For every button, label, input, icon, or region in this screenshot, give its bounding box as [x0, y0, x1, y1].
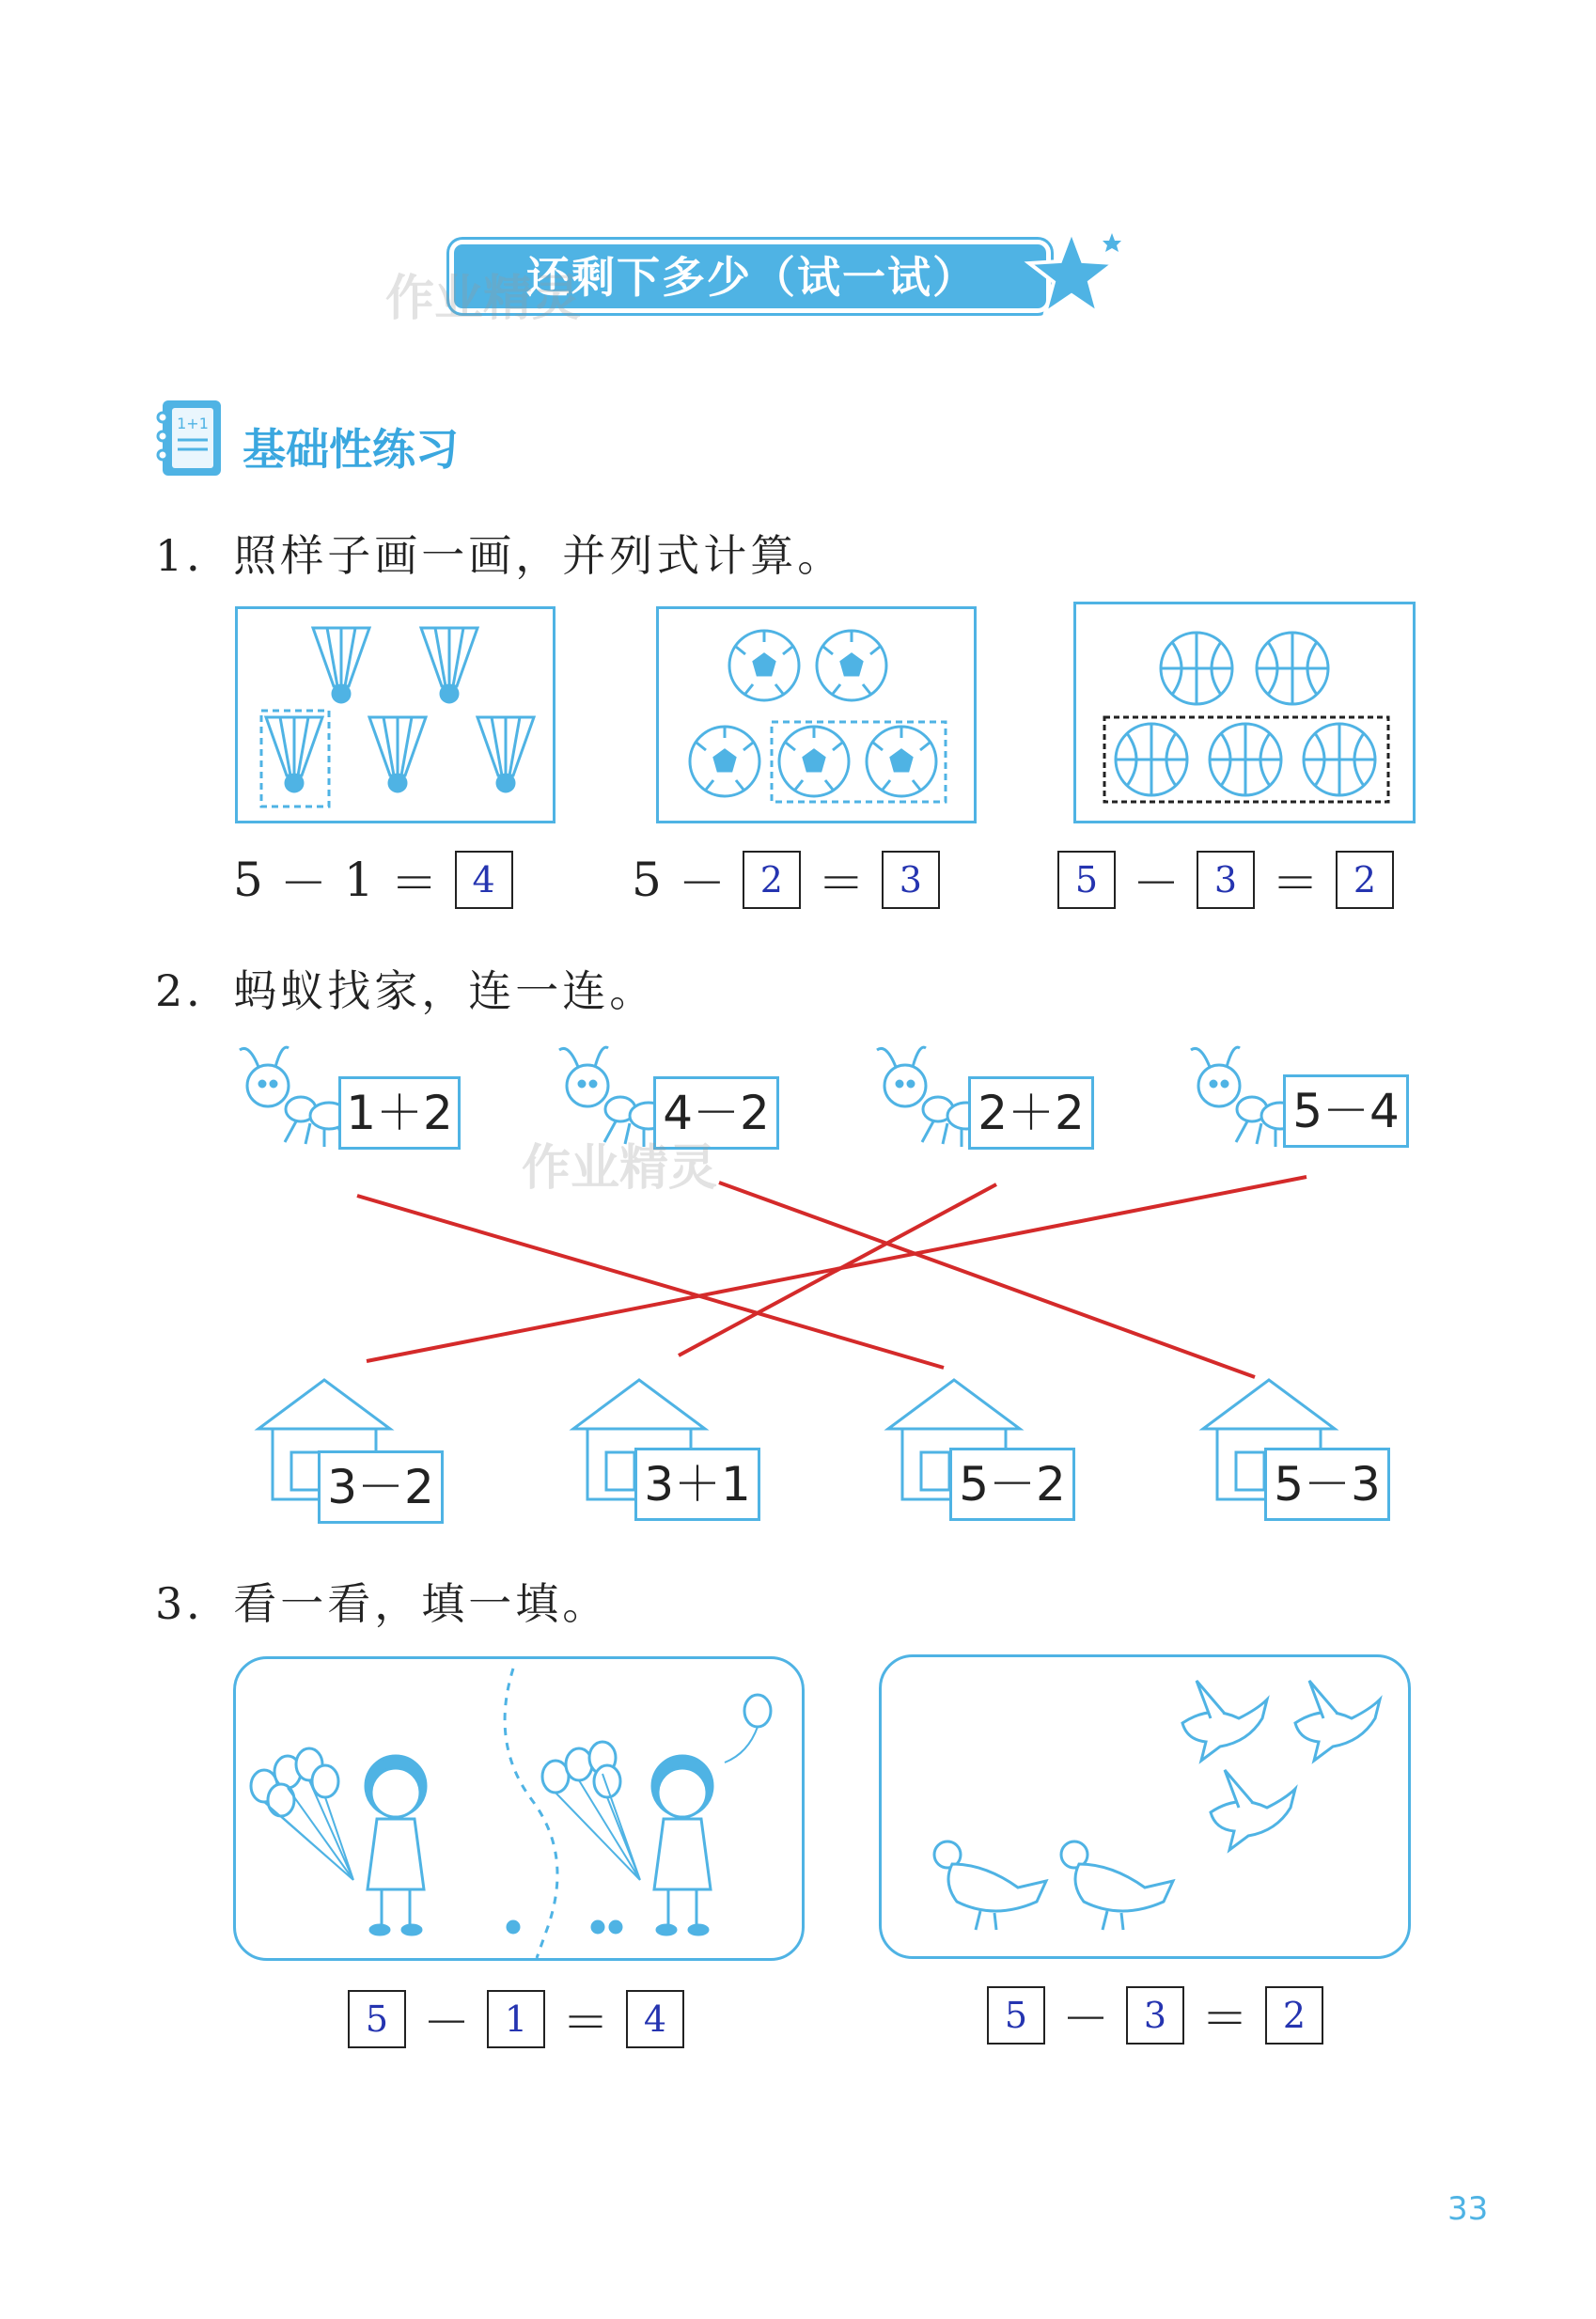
flying-bird-icon — [1295, 1681, 1380, 1761]
house-card[interactable]: 5－2 — [949, 1448, 1075, 1521]
match-line — [357, 1196, 944, 1368]
match-line — [367, 1177, 1307, 1361]
ant-card[interactable]: 4－2 — [653, 1076, 779, 1150]
answer-box[interactable]: 4 — [455, 851, 513, 909]
answer-box[interactable]: 5 — [1057, 851, 1116, 909]
birds-image — [882, 1657, 1408, 1956]
answer-box[interactable]: 2 — [1336, 851, 1394, 909]
answer-box[interactable]: 4 — [626, 1990, 684, 2048]
answer-box[interactable]: 1 — [487, 1990, 545, 2048]
watermark: 作业精灵 — [385, 271, 582, 327]
equals-sign: ＝ — [1201, 1992, 1248, 2046]
minus-sign: － — [423, 1996, 470, 2050]
eq-number: 5 — [233, 853, 263, 907]
notebook-icon-text: 1+1 — [177, 415, 209, 432]
answer-box[interactable]: 3 — [1197, 851, 1255, 909]
answer-box[interactable]: 2 — [1265, 1986, 1323, 2045]
answer-box[interactable]: 5 — [987, 1986, 1045, 2045]
question-2: 2．蚂蚁找家，连一连。 — [155, 965, 657, 1016]
minus-sign: － — [279, 856, 327, 911]
equals-sign: ＝ — [390, 856, 438, 911]
pigeon-icon — [1061, 1841, 1173, 1930]
eq-number: 1 — [343, 853, 374, 907]
pigeon-icon — [934, 1841, 1046, 1930]
balloon-girls-box — [233, 1656, 805, 1961]
flying-bird-icon — [1182, 1681, 1267, 1761]
house-card[interactable]: 3－2 — [318, 1450, 444, 1524]
house-card[interactable]: 5－3 — [1264, 1448, 1390, 1521]
birds-box — [879, 1654, 1411, 1959]
question-1: 1．照样子画一画，并列式计算。 — [155, 530, 845, 581]
equals-sign: ＝ — [817, 856, 865, 911]
equals-sign: ＝ — [562, 1996, 609, 2050]
balloons — [251, 1748, 353, 1880]
house-card[interactable]: 3＋1 — [634, 1448, 760, 1521]
answer-box[interactable]: 2 — [743, 851, 801, 909]
minus-sign: － — [678, 856, 726, 911]
q3-equation-2 — [987, 1982, 1323, 2049]
minus-sign: － — [1133, 856, 1180, 911]
ant-card[interactable]: 1＋2 — [338, 1076, 461, 1150]
girls-balloons-image — [236, 1659, 802, 1958]
ant-card[interactable]: 2＋2 — [968, 1076, 1094, 1150]
answer-box[interactable]: 3 — [1126, 1986, 1184, 2045]
answer-box[interactable]: 5 — [348, 1990, 406, 2048]
answer-box[interactable]: 3 — [882, 851, 940, 909]
watermark: 作业精灵 — [522, 1140, 718, 1197]
page-number: 33 — [1447, 2190, 1489, 2228]
question-3: 3．看一看，填一填。 — [155, 1578, 610, 1629]
flying-bird-icon — [1211, 1770, 1295, 1850]
match-line — [719, 1183, 1255, 1377]
equals-sign: ＝ — [1272, 856, 1319, 911]
ant-card[interactable]: 5－4 — [1283, 1074, 1409, 1148]
section-title: 基础性练习 — [243, 424, 459, 475]
minus-sign: － — [1062, 1992, 1109, 2046]
eq-number: 5 — [632, 853, 662, 907]
q3-equation-1 — [348, 1985, 684, 2053]
girl-icon — [652, 1756, 712, 1935]
page-title: 还剩下多少（试一试） — [526, 252, 978, 303]
girl-icon — [366, 1756, 426, 1935]
